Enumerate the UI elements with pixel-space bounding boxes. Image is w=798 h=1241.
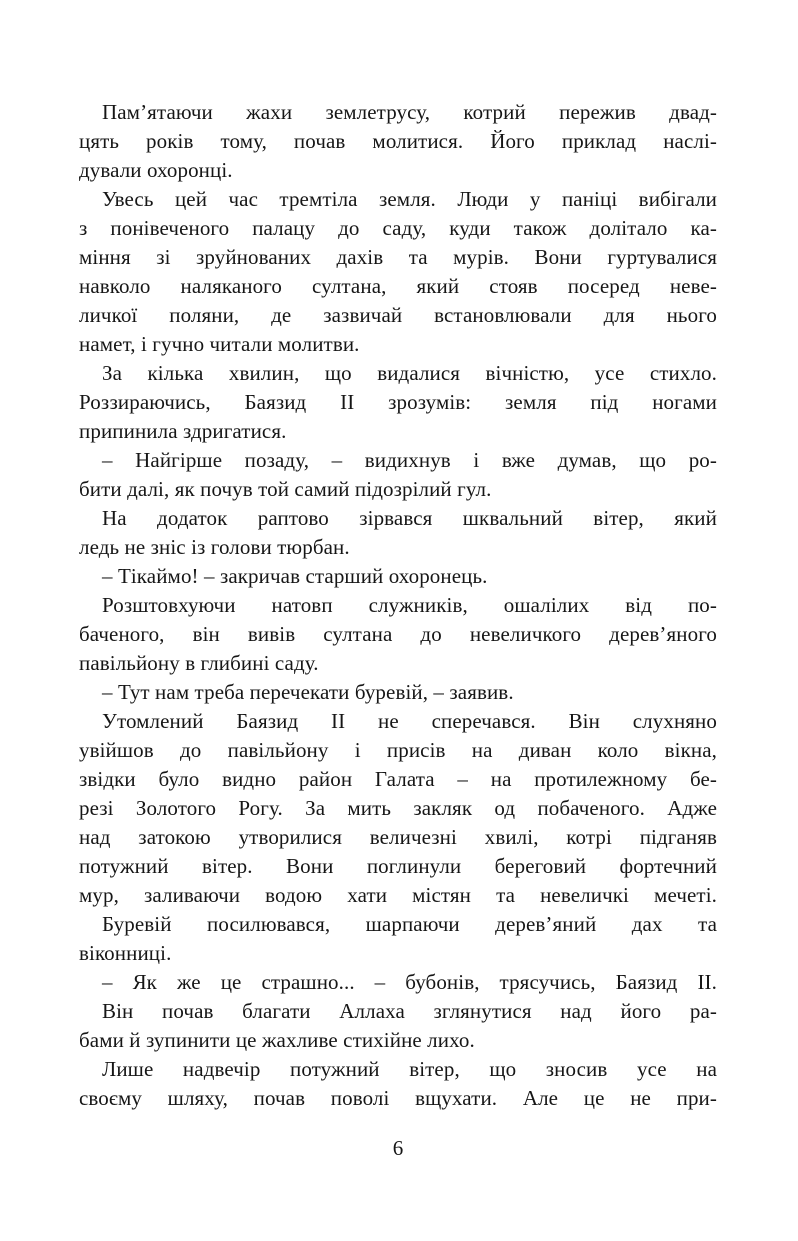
text-line: припинила здригатися. xyxy=(79,419,287,443)
paragraph xyxy=(79,678,717,707)
text-line: Роззираючись, Баязид II зрозумів: земля під ногами xyxy=(79,390,717,414)
paragraph xyxy=(79,446,717,504)
paragraph xyxy=(79,968,717,997)
text-line: звідки було видно район Галата – на протилежному бе- xyxy=(79,767,717,791)
paragraph xyxy=(79,359,717,446)
text-line: – Тікаймо! – закричав старший охоронець. xyxy=(102,564,488,588)
text-line: бами й зупинити це жахливе стихійне лихо. xyxy=(79,1028,475,1052)
text-line: – Як же це страшно... – бубонів, трясучись, Баязид II. xyxy=(102,970,717,994)
text-line: Буревій посилювався, шарпаючи дерев’яний дах та xyxy=(102,912,717,936)
paragraph xyxy=(79,1055,717,1113)
paragraph xyxy=(79,910,717,968)
text-line: павільйону в глибині саду. xyxy=(79,651,319,675)
text-line: – Тут нам треба перечекати буревій, – заявив. xyxy=(102,680,514,704)
text-line: – Найгірше позаду, – видихнув і вже думав, що ро- xyxy=(102,448,717,472)
paragraph xyxy=(79,562,717,591)
text-line: віконниці. xyxy=(79,941,172,965)
paragraph xyxy=(79,707,717,910)
text-line: Лише надвечір потужний вітер, що зносив усе на xyxy=(102,1057,717,1081)
paragraph xyxy=(79,591,717,678)
text-line: Утомлений Баязид II не сперечався. Він слухняно xyxy=(102,709,717,733)
text-line: дували охоронці. xyxy=(79,158,233,182)
text-line: ледь не зніс із голови тюрбан. xyxy=(79,535,350,559)
paragraph xyxy=(79,98,717,185)
text-line: цять років тому, почав молитися. Його приклад наслі- xyxy=(79,129,717,153)
text-line: бити далі, як почув той самий підозрілий гул. xyxy=(79,477,492,501)
paragraph xyxy=(79,504,717,562)
text-line: намет, і гучно читали молитви. xyxy=(79,332,360,356)
page-text xyxy=(79,98,717,1113)
page-number: 6 xyxy=(392,1136,404,1160)
text-line: Розштовхуючи натовп служників, ошалілих від по- xyxy=(102,593,717,617)
text-line: Увесь цей час тремтіла земля. Люди у паніці вибігали xyxy=(102,187,717,211)
text-line: баченого, він вивів султана до невеличкого дерев’яного xyxy=(79,622,717,646)
paragraph xyxy=(79,997,717,1055)
text-line: Пам’ятаючи жахи землетрусу, котрий пережив двад- xyxy=(102,100,717,124)
text-line: міння зі зруйнованих дахів та мурів. Вони гуртувалися xyxy=(79,245,717,269)
text-line: над затокою утворилися величезні хвилі, котрі підганяв xyxy=(79,825,717,849)
text-line: Він почав благати Аллаха зглянутися над його ра- xyxy=(102,999,717,1023)
text-line: личкої поляни, де зазвичай встановлювали для нього xyxy=(79,303,717,327)
text-line: своєму шляху, почав поволі вщухати. Але це не при- xyxy=(79,1086,717,1110)
text-line: резі Золотого Рогу. За мить закляк од побаченого. Адже xyxy=(79,796,717,820)
text-line: За кілька хвилин, що видалися вічністю, усе стихло. xyxy=(102,361,717,385)
text-line: потужний вітер. Вони поглинули береговий фортечний xyxy=(79,854,717,878)
text-line: На додаток раптово зірвався шквальний вітер, який xyxy=(102,506,717,530)
text-line: мур, заливаючи водою хати містян та невеличкі мечеті. xyxy=(79,883,717,907)
text-line: з понівеченого палацу до саду, куди також долітало ка- xyxy=(79,216,717,240)
text-line: навколо наляканого султана, який стояв посеред неве- xyxy=(79,274,717,298)
paragraph xyxy=(79,185,717,359)
text-line: увійшов до павільйону і присів на диван коло вікна, xyxy=(79,738,717,762)
